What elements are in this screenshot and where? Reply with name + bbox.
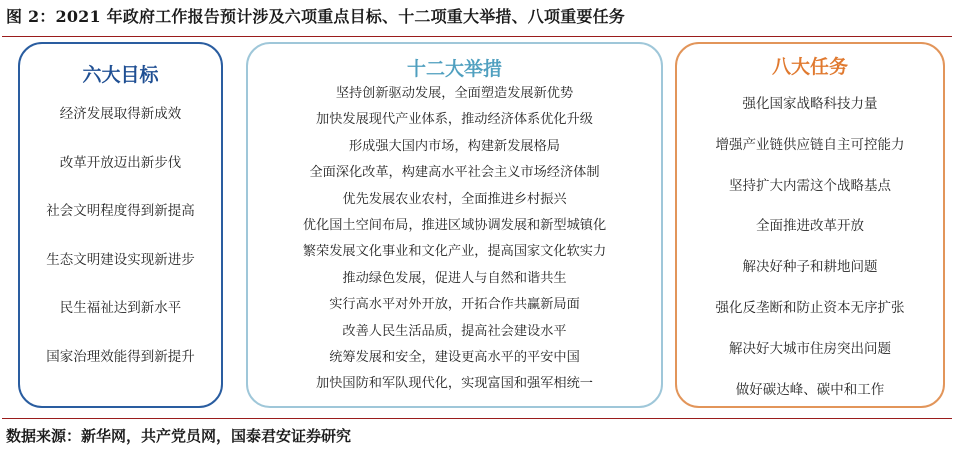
panel-title-twelve-measures: 十二大举措: [406, 58, 502, 80]
panel-title-six-goals: 六大目标: [82, 64, 159, 86]
list-item: 形成强大国内市场，构建新发展格局: [349, 138, 560, 154]
list-item: 做好碳达峰、碳中和工作: [735, 381, 885, 398]
list-item: 繁荣发展文化事业和文化产业，提高国家文化软实力: [302, 244, 607, 260]
panel-twelve-measures: [246, 42, 663, 408]
list-item: 国家治理效能得到新提升: [46, 348, 195, 365]
list-item: 改善人民生活品质，提高社会建设水平: [342, 323, 567, 339]
panel-eight-tasks: [675, 42, 945, 408]
list-item: 坚持扩大内需这个战略基点: [729, 177, 891, 194]
figure-title: 图 2：2021 年政府工作报告预计涉及六项重点目标、十二项重大举措、八项重要任务: [6, 7, 626, 26]
list-item: 优先发展农业农村，全面推进乡村振兴: [342, 191, 567, 207]
list-item: 全面深化改革，构建高水平社会主义市场经济体制: [309, 165, 600, 181]
list-item: 改革开放迈出新步伐: [59, 154, 182, 171]
list-item: 民生福祉达到新水平: [59, 300, 182, 316]
list-item: 生态文明建设实现新进步: [46, 251, 195, 268]
list-item: 强化反垄断和防止资本无序扩张: [715, 299, 905, 316]
list-item: 强化国家战略科技力量: [742, 96, 878, 112]
source-note: 数据来源：新华网，共产党员网，国泰君安证券研究: [6, 427, 352, 445]
title-divider: [2, 36, 952, 37]
panel-title-eight-tasks: 八大任务: [771, 56, 848, 78]
list-item: 经济发展取得新成效: [59, 106, 182, 122]
panel-six-goals: [18, 42, 223, 408]
list-item: 优化国土空间布局，推进区域协调发展和新型城镇化: [302, 217, 607, 233]
list-item: 统筹发展和安全，建设更高水平的平安中国: [329, 349, 580, 365]
six-goals-list: [20, 104, 221, 395]
list-item: 解决好种子和耕地问题: [742, 259, 878, 276]
list-item: 解决好大城市住房突出问题: [729, 340, 891, 357]
list-item: 加快发展现代产业体系，推动经济体系优化升级: [316, 112, 593, 128]
source-divider: [2, 418, 952, 419]
list-item: 增强产业链供应链自主可控能力: [715, 136, 905, 153]
twelve-measures-list: [248, 84, 661, 401]
list-item: 推动绿色发展，促进人与自然和谐共生: [342, 270, 567, 286]
list-item: 实行高水平对外开放，开拓合作共赢新局面: [329, 297, 580, 313]
list-item: 加快国防和军队现代化，实现富国和强军相统一: [316, 376, 593, 392]
list-item: 社会文明程度得到新提高: [46, 203, 195, 219]
list-item: 全面推进改革开放: [756, 218, 864, 235]
eight-tasks-list: [677, 94, 943, 420]
list-item: 坚持创新驱动发展，全面塑造发展新优势: [335, 86, 574, 101]
